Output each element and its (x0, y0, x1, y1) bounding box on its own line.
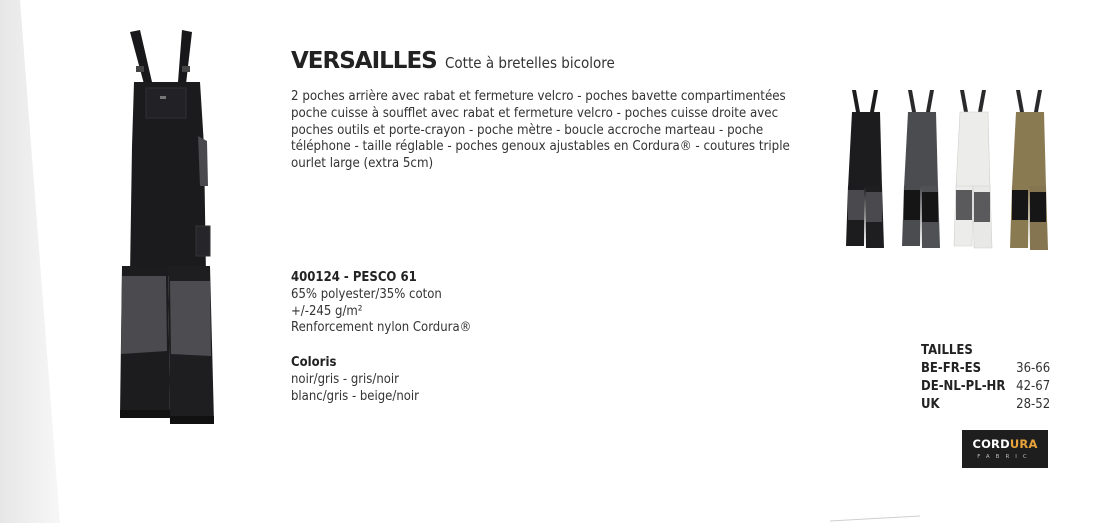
cordura-fabric-text: FABRIC (977, 454, 1033, 460)
cordura-logo (962, 430, 1048, 468)
colors-line: blanc/gris - beige/noir (291, 388, 419, 404)
product-title (291, 48, 634, 74)
size-range: 28-52 (1016, 397, 1051, 412)
cordura-text-2: URA (1009, 437, 1038, 451)
description-line: poche cuisse à soufflet avec rabat et fermeture velcro - poches cuisse droite avec (291, 105, 779, 121)
product-main-image (110, 26, 220, 428)
product-reinforcement: Renforcement nylon Cordura® (291, 320, 472, 336)
size-region: BE-FR-ES (921, 361, 982, 376)
product-weight: +/-245 g/m² (291, 303, 363, 319)
sizes-heading: TAILLES (921, 343, 973, 358)
size-region: DE-NL-PL-HR (921, 379, 1006, 394)
product-description (291, 89, 795, 173)
size-range: 42-67 (1016, 379, 1051, 394)
product-colors (291, 355, 419, 405)
colors-line: noir/gris - gris/noir (291, 371, 399, 387)
size-row (921, 396, 1050, 414)
cordura-wordmark (962, 437, 1048, 451)
description-line: poches outils et porte-crayon - poche mètre - boucle accroche marteau - poche (291, 122, 764, 138)
variant-noir-gris (844, 88, 886, 250)
description-line: téléphone - taille réglable - poches genoux ajustables en Cordura® - coutures triple (291, 139, 790, 155)
description-line: ourlet large (extra 5cm) (291, 156, 434, 172)
size-row (921, 378, 1050, 396)
size-table (921, 342, 1050, 414)
description-line: 2 poches arrière avec rabat et fermeture velcro - poches bavette compartimentées (291, 89, 786, 104)
product-composition: 65% polyester/35% coton (291, 286, 442, 302)
variant-blanc-gris (952, 88, 996, 250)
size-range: 36-66 (1016, 361, 1051, 376)
cordura-text-1: CORD (972, 437, 1010, 451)
product-subtitle: Cotte à bretelles bicolore (445, 54, 616, 72)
size-row (921, 360, 1050, 378)
variant-gris-noir (900, 88, 942, 250)
colors-heading: Coloris (291, 355, 337, 370)
product-spec (291, 270, 471, 337)
size-region: UK (921, 397, 940, 412)
product-name: VERSAILLES (291, 48, 437, 74)
variant-beige-noir (1008, 88, 1052, 254)
product-reference: 400124 - PESCO 61 (291, 270, 417, 285)
sizes-rows (921, 360, 1050, 414)
